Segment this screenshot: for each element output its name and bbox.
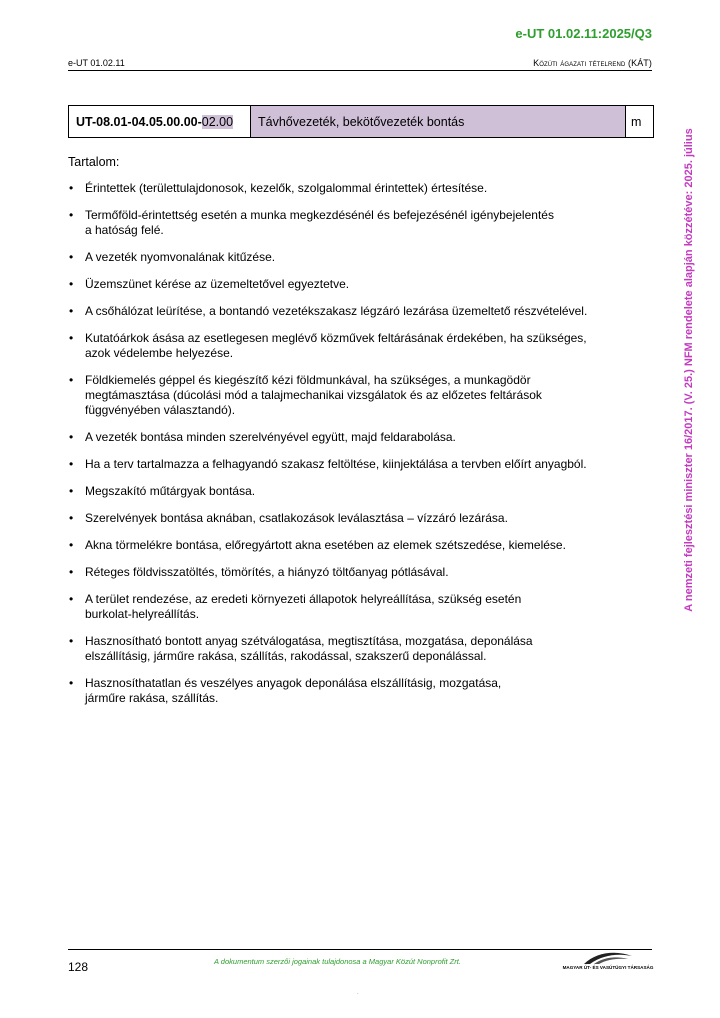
list-item: • Kutatóárkok ásása az esetlegesen meglévő közművek feltárásának érdekében, ha szükséges, azok védelembe helyezése. — [68, 331, 658, 361]
header-left: e-UT 01.02.11 — [68, 58, 125, 68]
list-item: • Földkiemelés géppel és kiegészítő kézi földmunkával, ha szükséges, a munkagödör megtámasztása (dúcolási mód a talajmechanikai vizsgálatok és az előzetes feltárások függvényében választandó). — [68, 373, 658, 418]
list-item: • A vezeték bontása minden szerelvényével együtt, majd feldarabolása. — [68, 430, 658, 445]
document-code: e-UT 01.02.11:2025/Q3 — [515, 26, 652, 41]
item-code — [69, 106, 251, 137]
item-name: Távhővezeték, bekötővezeték bontás — [251, 106, 626, 137]
list-item: • Réteges földvisszatöltés, tömörítés, a hiányzó töltőanyag pótlásával. — [68, 565, 658, 580]
content-section — [68, 155, 658, 718]
logo-text: MAGYAR ÚT- ÉS VASÚTÜGYI TÁRSASÁG — [562, 965, 654, 970]
item-code-prefix: UT-08.01-04.05.00.00- — [76, 114, 202, 129]
road-swoosh-icon — [582, 950, 634, 966]
page-number: 128 — [68, 960, 89, 974]
list-item: • A vezeték nyomvonalának kitűzése. — [68, 250, 658, 265]
list-item: • A csőhálózat leürítése, a bontandó vezetékszakasz légzáró lezárása üzemeltető részvételével. — [68, 304, 658, 319]
side-note-text: A nemzeti fejlesztési miniszter 16/2017. (V. 25.) NFM rendelete alapján közzétéve: 2025. július — [683, 128, 695, 612]
item-unit: m — [631, 114, 642, 129]
list-item: • Hasznosíthatatlan és veszélyes anyagok deponálása elszállításig, mozgatása, járműre rakása, szállítás. — [68, 676, 658, 706]
bottom-mark: . — [357, 990, 359, 996]
list-item: • Hasznosítható bontott anyag szétválogatása, megtisztítása, mozgatása, deponálása elszállításig, járműre rakása, szállítás, rakodással, szakszerű deponálással. — [68, 634, 658, 664]
content-list — [68, 181, 658, 706]
list-item: • Üzemszünet kérése az üzemeltetővel egyeztetve. — [68, 277, 658, 292]
content-title: Tartalom: — [68, 155, 120, 169]
list-item: • Érintettek (területtulajdonosok, kezelők, szolgalommal érintettek) értesítése. — [68, 181, 658, 196]
header-right: Közúti ágazati tételrend (KÁT) — [533, 58, 652, 68]
list-item: • Ha a terv tartalmazza a felhagyandó szakasz feltöltése, kiinjektálása a tervben előírt anyagból. — [68, 457, 658, 472]
item-code-table — [68, 105, 654, 138]
list-item: • Akna törmelékre bontása, előregyártott akna esetében az elemek szétszedése, kiemelése. — [68, 538, 658, 553]
company-logo — [562, 950, 654, 974]
item-code-suffix: 02.00 — [201, 114, 234, 129]
list-item: • A terület rendezése, az eredeti környezeti állapotok helyreállítása, szükség esetén burkolat-helyreállítás. — [68, 592, 658, 622]
copyright-note: A dokumentum szerzői jogainak tulajdonosa a Magyar Közút Nonprofit Zrt. — [214, 957, 461, 966]
header-divider — [68, 70, 652, 71]
list-item: • Termőföld-érintettség esetén a munka megkezdésénél és befejezésénél igénybejelentés a hatóság felé. — [68, 208, 658, 238]
list-item: • Megszakító műtárgyak bontása. — [68, 484, 658, 499]
list-item: • Szerelvények bontása aknában, csatlakozások leválasztása – vízzáró lezárása. — [68, 511, 658, 526]
